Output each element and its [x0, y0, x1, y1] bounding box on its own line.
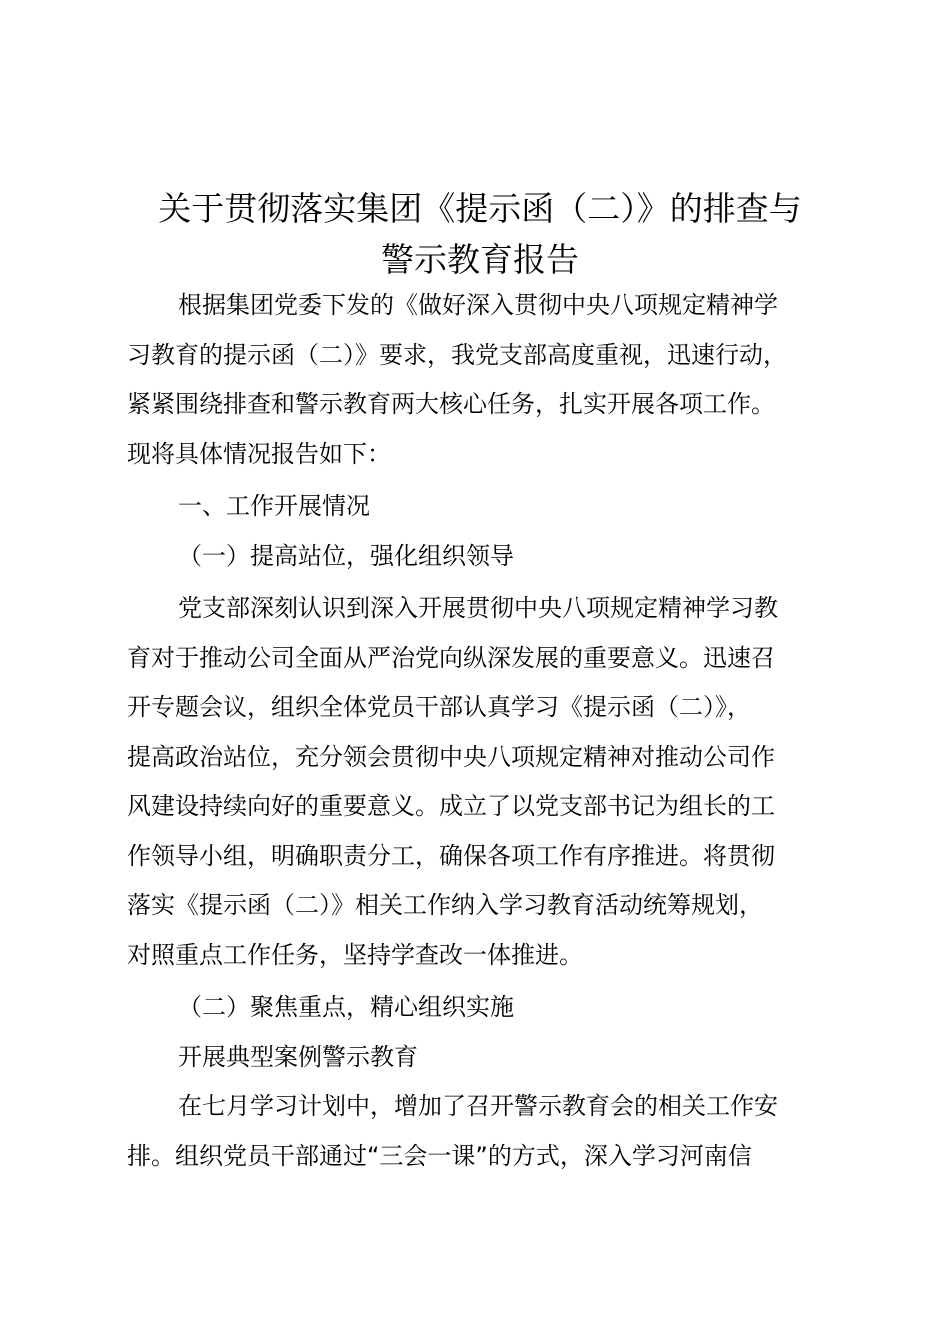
text-line: 紧紧围绕排查和警示教育两大核心任务，扎实开展各项工作。 — [127, 390, 775, 418]
title-line-1: 关于贯彻落实集团《提示函（二）》的排查与 — [158, 189, 802, 228]
subsection-heading-1: （一）提高站位，强化组织领导 — [178, 541, 514, 570]
text-line: 在七月学习计划中，增加了召开警示教育会的相关工作安 — [178, 1092, 778, 1120]
text-line: 党支部深刻认识到深入开展贯彻中央八项规定精神学习教 — [178, 594, 778, 622]
item-heading: 开展典型案例警示教育 — [178, 1042, 418, 1071]
text-line: 开专题会议，组织全体党员干部认真学习《提示函（二）》， — [127, 693, 751, 721]
subsection-heading-2: （二）聚焦重点，精心组织实施 — [178, 993, 514, 1021]
text-line: 提高政治站位，充分领会贯彻中央八项规定精神对推动公司作 — [127, 742, 775, 771]
text-line: 风建设持续向好的重要意义。成立了以党支部书记为组长的工 — [127, 792, 775, 820]
paragraph-organization — [127, 584, 867, 980]
text-line: 落实《提示函（二）》相关工作纳入学习教育活动统筹规划， — [127, 891, 763, 919]
document-body — [127, 281, 867, 1181]
text-line: 现将具体情况报告如下： — [127, 439, 391, 468]
title-line-2: 警示教育报告 — [381, 240, 579, 279]
paragraph-intro — [127, 281, 867, 479]
text-line: 习教育的提示函（二）》要求，我党支部高度重视，迅速行动， — [127, 340, 787, 369]
text-line: 对照重点工作任务，坚持学查改一体推进。 — [127, 940, 583, 969]
document-title — [110, 183, 850, 285]
text-line: 根据集团党委下发的《做好深入贯彻中央八项规定精神学 — [178, 291, 778, 319]
paragraph-warning-education — [127, 1082, 867, 1181]
section-heading-1: 一、工作开展情况 — [178, 492, 370, 520]
text-line: 排。组织党员干部通过“三会一课”的方式，深入学习河南信 — [127, 1141, 752, 1170]
text-line: 育对于推动公司全面从严治党向纵深发展的重要意义。迅速召 — [127, 643, 775, 672]
text-line: 作领导小组，明确职责分工，确保各项工作有序推进。将贯彻 — [127, 841, 775, 870]
